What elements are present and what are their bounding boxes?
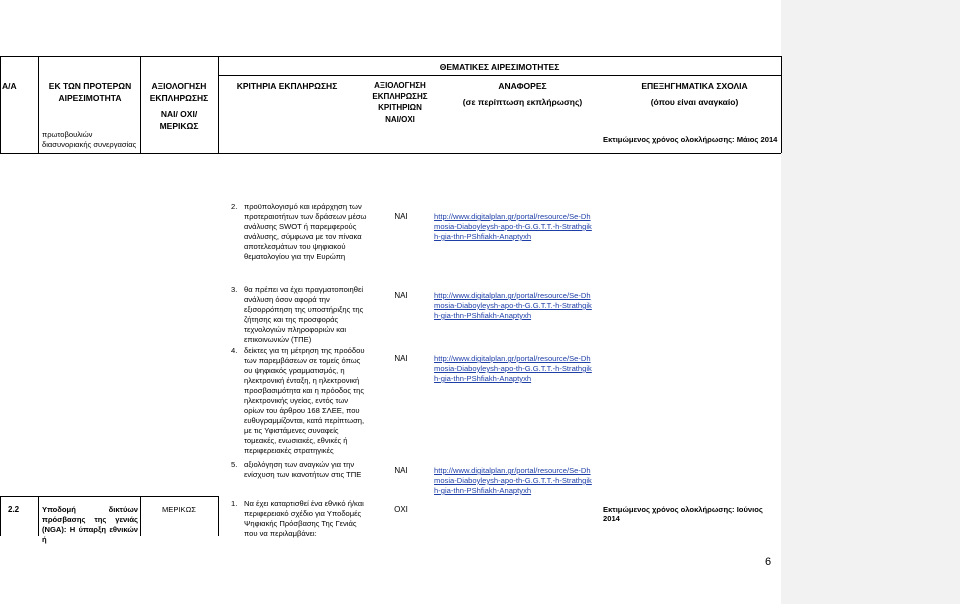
criterion-number: 5. bbox=[231, 460, 238, 469]
col-aa-header: Α/Α bbox=[2, 81, 17, 91]
col-criteria-header: ΚΡΙΤΗΡΙΑ ΕΚΠΛΗΡΩΣΗΣ bbox=[236, 81, 338, 91]
col-notes-sub: (όπου είναι αναγκαίο) bbox=[650, 97, 739, 107]
criterion-answer: ΝΑΙ bbox=[394, 466, 408, 475]
ek-continuation-text: πρωτοβουλιών διασυνοριακής συνεργασίας bbox=[42, 130, 137, 149]
criterion-answer: ΝΑΙ bbox=[394, 354, 408, 363]
col-divider bbox=[140, 56, 141, 153]
criterion-text: προϋπολογισμό και ιεράρχηση των προτεραιοτήτων των δράσεων μέσω ανάλυσης SWOT ή παρεμφερούς ανάλυσης, σύμφωνα με τον πίνακα αποτελεσμάτων του ψηφιακού θεματολογίου για την Ευρώπη bbox=[244, 202, 367, 261]
comment-sidebar bbox=[781, 0, 960, 604]
row-note: Εκτιμώμενος χρόνος ολοκλήρωσης: Ιούνιος 2014 bbox=[603, 505, 763, 523]
row-divider bbox=[0, 496, 218, 497]
col-divider bbox=[218, 496, 219, 536]
table-top-border bbox=[0, 56, 781, 57]
criterion-number: 3. bbox=[231, 285, 238, 294]
col-refs-header: ΑΝΑΦΟΡΕΣ bbox=[498, 81, 547, 91]
top-row-note: Εκτιμώμενος χρόνος ολοκλήρωσης: Μάιος 2014 bbox=[603, 135, 778, 144]
reference-link[interactable]: http://www.digitalplan.gr/portal/resource/Se-Dhmosia-Diaboyleysh-apo-th-G.G.T.T.-h-Strathgikh-gia-thn-PShfiakh-Anaptyxh bbox=[434, 354, 592, 383]
header-divider bbox=[218, 75, 781, 76]
reference-link[interactable]: http://www.digitalplan.gr/portal/resource/Se-Dhmosia-Diaboyleysh-apo-th-G.G.T.T.-h-Strathgikh-gia-thn-PShfiakh-Anaptyxh bbox=[434, 291, 592, 320]
criterion-text: αξιολόγηση των αναγκών για την ενίσχυση των ικανοτήτων στις ΤΠΕ bbox=[244, 460, 362, 479]
row-border bbox=[0, 496, 1, 536]
header-bottom-border bbox=[0, 153, 781, 154]
page-number: 6 bbox=[765, 556, 772, 568]
col-divider bbox=[38, 56, 39, 153]
col-divider bbox=[140, 496, 141, 536]
criterion-text: Να έχει καταρτισθεί ένα εθνικό ή/και περιφερειακό σχέδιο για Υποδομές Ψηφιακής Πρόσβασης Της Γενιάς που να περιλαμβάνει: bbox=[244, 499, 364, 538]
col-ek-header: ΕΚ ΤΩΝ ΠΡΟΤΕΡΩΝ ΑΙΡΕΣΙΜΟΤΗΤΑ bbox=[48, 81, 132, 103]
criterion-answer: ΝΑΙ bbox=[394, 291, 408, 300]
table-left-border bbox=[0, 56, 1, 153]
col-crit-eval-sub: ΝΑΙ/ΟΧΙ bbox=[385, 115, 415, 124]
row-eval: ΜΕΡΙΚΩΣ bbox=[161, 505, 196, 514]
col-eval-header: ΑΞΙΟΛΟΓΗΣΗ ΕΚΠΛΗΡΩΣΗΣ bbox=[149, 81, 209, 103]
reference-link[interactable]: http://www.digitalplan.gr/portal/resource/Se-Dhmosia-Diaboyleysh-apo-th-G.G.T.T.-h-Strathgikh-gia-thn-PShfiakh-Anaptyxh bbox=[434, 466, 592, 495]
col-eval-sub: ΝΑΙ/ ΟΧΙ/ ΜΕΡΙΚΩΣ bbox=[159, 109, 199, 131]
criterion-number: 4. bbox=[231, 346, 238, 355]
criterion-number: 2. bbox=[231, 202, 238, 211]
col-divider bbox=[38, 496, 39, 536]
col-refs-sub: (σε περίπτωση εκπλήρωσης) bbox=[462, 97, 583, 107]
table-right-border bbox=[781, 56, 782, 153]
criterion-text: δείκτες για τη μέτρηση της προόδου των παρεμβάσεων σε τομείς όπως ου ψηφιακός γραμματισμός, η ηλεκτρονική ένταξη, η ηλεκτρονική προσβασιμότητα και η πρόοδος της ηλεκτρονικής υγείας, εντός των ορίων του άρθρου 168 ΣΛΕΕ, που ευθυγραμμίζονται, κατά περίπτωση, με τις Υφιστάμενες συναφείς τομεακές, ενωσιακές, εθνικές ή περιφερειακές στρατηγικές bbox=[244, 346, 365, 455]
criterion-text: θα πρέπει να έχει πραγματοποιηθεί ανάλυση όσον αφορά την εξισορρόπηση της υποστήριξης της ζήτησης και της προσφοράς τεχνολογιών πληροφοριών και επικοινωνιών (ΤΠΕ) bbox=[244, 285, 364, 344]
col-notes-header: ΕΠΕΞΗΓΗΜΑΤΙΚΑ ΣΧΟΛΙΑ bbox=[641, 81, 748, 91]
criterion-answer: ΟΧΙ bbox=[394, 505, 408, 514]
group-title: ΘΕΜΑΤΙΚΕΣ ΑΙΡΕΣΙΜΟΤΗΤΕΣ bbox=[439, 62, 560, 72]
criterion-number: 1. bbox=[231, 499, 238, 508]
reference-link[interactable]: http://www.digitalplan.gr/portal/resource/Se-Dhmosia-Diaboyleysh-apo-th-G.G.T.T.-h-Strathgikh-gia-thn-PShfiakh-Anaptyxh bbox=[434, 212, 592, 241]
row-aa: 2.2 bbox=[8, 505, 20, 514]
criterion-answer: ΝΑΙ bbox=[394, 212, 408, 221]
col-crit-eval-header: ΑΞΙΟΛΟΓΗΣΗ ΕΚΠΛΗΡΩΣΗΣ ΚΡΙΤΗΡΙΩΝ bbox=[372, 81, 428, 112]
row-ek-text: Υποδομή δικτύων πρόσβασης της γενιάς (NGA): Η ύπαρξη εθνικών ή bbox=[42, 505, 138, 544]
